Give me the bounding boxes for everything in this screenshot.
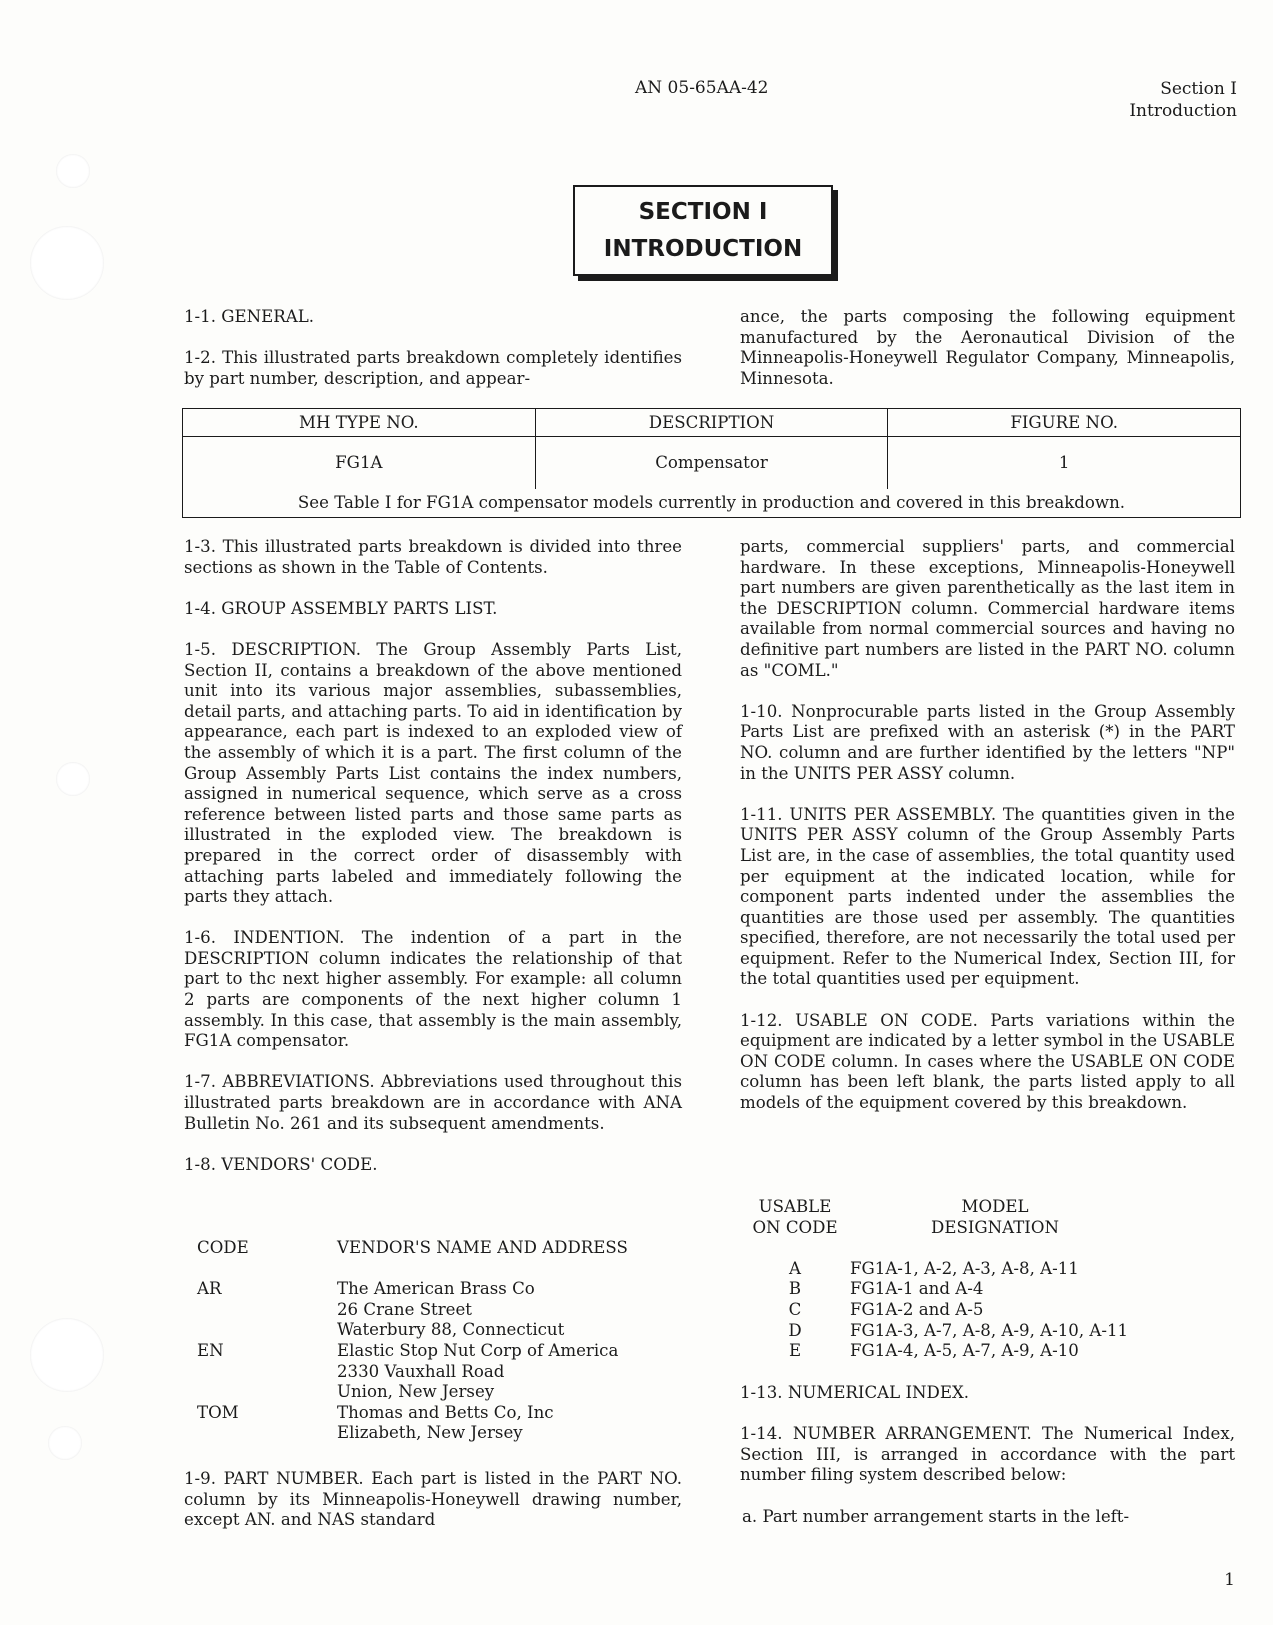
punch-hole <box>56 154 90 188</box>
vendor-code: TOM <box>197 1402 239 1422</box>
paragraph-1-3: 1-3. This illustrated parts breakdown is divided into three sections as shown in the Table of Contents. <box>184 537 682 577</box>
vendor-address <box>337 1279 697 1341</box>
paragraph-1-12: 1-12. USABLE ON CODE. Parts variations within the equipment are indicated by a letter symbol in the USABLE ON CODE column. In cases where the USABLE ON CODE column has been left blank, the parts listed apply to all models of the equipment covered by this breakdown. <box>740 1010 1235 1113</box>
right-column-bottom <box>740 1383 1235 1527</box>
equipment-table <box>182 408 1241 518</box>
vendor-address-line: 26 Crane Street <box>337 1299 472 1319</box>
table-header: FIGURE NO. <box>887 409 1240 437</box>
model-designation-header <box>850 1197 1140 1238</box>
vendor-address <box>337 1341 697 1403</box>
table-cell: Compensator <box>535 437 888 489</box>
vendor-table <box>195 1238 697 1444</box>
table-header-row <box>183 409 1240 437</box>
usable-code: B <box>788 1279 802 1299</box>
header-line: USABLE <box>758 1197 832 1216</box>
table-note: See Table I for FG1A compensator models currently in production and covered in this breakdown. <box>297 493 1126 512</box>
model-designation: FG1A-1, A-2, A-3, A-8, A-11 <box>850 1258 1079 1278</box>
usable-code: C <box>788 1299 802 1319</box>
usable-code: A <box>789 1258 801 1278</box>
paragraph-1-11: 1-11. UNITS PER ASSEMBLY. The quantities given in the UNITS PER ASSY column of the Group Assembly Parts List are, in the case of assemblies, the total quantity used per equipment at the indicated location, while for component parts indented under the assemblies the quantities are those used per assembly. The quantities specified, therefore, are not necessarily the total used per equipment. Refer to the Numerical Index, Section III, for the total quantities used per equipment. <box>740 804 1235 989</box>
model-designation: FG1A-1 and A-4 <box>850 1279 984 1299</box>
model-designation: FG1A-3, A-7, A-8, A-9, A-10, A-11 <box>850 1320 1129 1340</box>
section-subtitle: INTRODUCTION <box>603 236 803 262</box>
paragraph-1-5: 1-5. DESCRIPTION. The Group Assembly Parts List, Section II, contains a breakdown of the above mentioned unit into its various major assemblies, subassemblies, detail parts, and attaching parts. To aid in identification by appearance, each part is indexed to an exploded view of the assembly of which it is a part. The first column of the Group Assembly Parts List contains the index numbers, assigned in numerical sequence, which serve as a cross reference between listed parts and those same parts as illustrated in the exploded view. The breakdown is prepared in the correct order of disassembly with attaching parts labeled and immediately following the parts they attach. <box>184 639 682 907</box>
page-number: 1 <box>1224 1570 1235 1590</box>
punch-hole <box>56 762 90 796</box>
paragraph-1-2-continued: ance, the parts composing the following equipment manufactured by the Aeronautical Division of the Minneapolis-Honeywell Regulator Company, Minneapolis, Minnesota. <box>740 307 1235 388</box>
vendor-address-line: Waterbury 88, Connecticut <box>337 1320 565 1340</box>
paragraph-a: a. Part number arrangement starts in the left- <box>742 1506 1130 1526</box>
section-reference <box>1129 78 1237 122</box>
punch-hole <box>30 1318 104 1392</box>
paragraph-1-9: 1-9. PART NUMBER. Each part is listed in the PART NO. column by its Minneapolis-Honeywell drawing number, except AN. and NAS standard <box>184 1469 682 1530</box>
punch-hole <box>48 1426 82 1460</box>
vendor-row <box>195 1341 697 1403</box>
model-designation: FG1A-2 and A-5 <box>850 1299 984 1319</box>
vendor-address <box>337 1403 697 1444</box>
table-header: MH TYPE NO. <box>183 409 535 437</box>
vendor-row <box>195 1279 697 1341</box>
paragraph-1-4: 1-4. GROUP ASSEMBLY PARTS LIST. <box>184 598 498 618</box>
paragraph-1-14: 1-14. NUMBER ARRANGEMENT. The Numerical Index, Section III, is arranged in accordance with the part number filing system described below: <box>740 1424 1235 1485</box>
left-column-body <box>184 537 682 1175</box>
right-column-body <box>740 537 1235 1114</box>
paragraph-1-6: 1-6. INDENTION. The indention of a part in the DESCRIPTION column indicates the relationship of that part to thc next higher assembly. For example: all column 2 parts are components of the next higher column 1 assembly. In this case, that assembly is the main assembly, FG1A compensator. <box>184 928 682 1051</box>
vendor-address-line: Elastic Stop Nut Corp of America <box>337 1340 619 1360</box>
left-column-top <box>184 307 682 389</box>
usable-header-row <box>740 1197 1230 1238</box>
vendor-address-line: Elizabeth, New Jersey <box>337 1423 523 1443</box>
table-cell: FG1A <box>335 453 383 472</box>
table-row <box>183 437 1240 489</box>
right-column-top <box>740 307 1235 389</box>
usable-row <box>740 1300 1230 1321</box>
vendor-address-line: Thomas and Betts Co, Inc <box>337 1402 554 1422</box>
model-designation: FG1A-4, A-5, A-7, A-9, A-10 <box>850 1341 1079 1361</box>
section-title: SECTION I <box>638 199 768 225</box>
usable-code: D <box>788 1320 802 1340</box>
vendor-code: EN <box>197 1340 224 1360</box>
paragraph-1-8: 1-8. VENDORS' CODE. <box>184 1154 378 1174</box>
usable-row <box>740 1259 1230 1280</box>
usable-code-header <box>740 1197 850 1238</box>
section-name: Introduction <box>1129 101 1237 121</box>
usable-code: E <box>788 1341 802 1361</box>
header-line: ON CODE <box>752 1217 838 1237</box>
header-line: MODEL <box>961 1197 1029 1216</box>
paragraph-1-9-continued: parts, commercial suppliers' parts, and commercial hardware. In these exceptions, Minneapolis-Honeywell part numbers are given parenthetically as the last item in the DESCRIPTION column. Commercial hardware items available from normal commercial sources and having no definitive part numbers are listed in the PART NO. column as "COML." <box>740 537 1235 680</box>
paragraph-1-1: 1-1. GENERAL. <box>184 307 315 326</box>
usable-on-code-table <box>740 1197 1230 1362</box>
vendor-code: AR <box>197 1279 222 1299</box>
paragraph-1-13: 1-13. NUMERICAL INDEX. <box>740 1383 970 1402</box>
table-header: DESCRIPTION <box>535 409 888 437</box>
section-title-box <box>573 185 833 276</box>
paragraph-1-2: 1-2. This illustrated parts breakdown completely identifies by part number, description, and appear- <box>184 348 682 388</box>
table-cell: 1 <box>887 437 1240 489</box>
left-column-bottom <box>184 1469 682 1531</box>
usable-row <box>740 1279 1230 1300</box>
punch-hole <box>30 226 104 300</box>
header-line: DESIGNATION <box>931 1217 1059 1237</box>
paragraph-1-7: 1-7. ABBREVIATIONS. Abbreviations used throughout this illustrated parts breakdown are in accordance with ANA Bulletin No. 261 and its subsequent amendments. <box>184 1072 682 1133</box>
vendor-address-line: The American Brass Co <box>337 1279 535 1299</box>
vendor-code-header: CODE <box>197 1238 249 1257</box>
vendor-address-line: 2330 Vauxhall Road <box>337 1361 505 1381</box>
section-label: Section I <box>1160 79 1237 99</box>
vendor-name-header: VENDOR'S NAME AND ADDRESS <box>337 1238 628 1257</box>
usable-row <box>740 1321 1230 1342</box>
vendor-address-line: Union, New Jersey <box>337 1382 495 1402</box>
document-number: AN 05-65AA-42 <box>635 78 769 98</box>
paragraph-1-10: 1-10. Nonprocurable parts listed in the Group Assembly Parts List are prefixed with an asterisk (*) in the PART NO. column and are further identified by the letters "NP" in the UNITS PER ASSY column. <box>740 701 1235 783</box>
vendor-header-row <box>195 1238 697 1259</box>
usable-row <box>740 1341 1230 1362</box>
vendor-row <box>195 1403 697 1444</box>
